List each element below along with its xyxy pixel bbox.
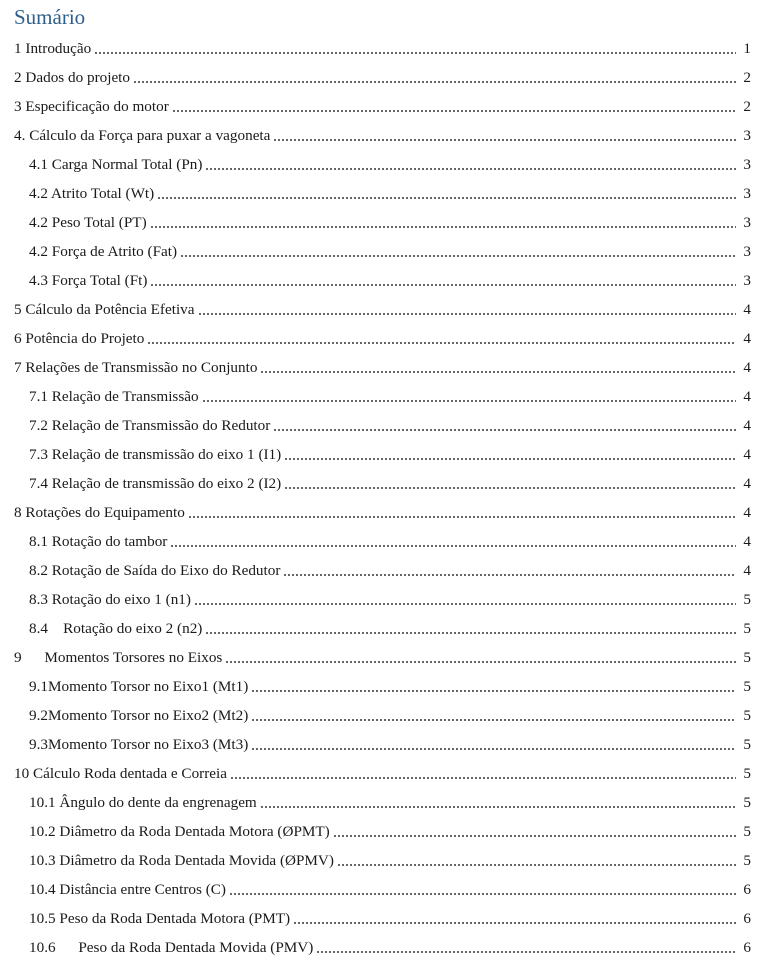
toc-page-number: 5 — [743, 765, 751, 782]
toc-list — [0, 32, 773, 960]
toc-page-number: 5 — [743, 591, 751, 608]
toc-entry[interactable] — [0, 699, 773, 728]
dot-leader — [337, 863, 736, 867]
dot-leader — [202, 399, 736, 403]
toc-page-number: 5 — [743, 707, 751, 724]
toc-entry[interactable] — [0, 380, 773, 409]
dot-leader — [205, 167, 736, 171]
toc-entry[interactable] — [0, 235, 773, 264]
toc-entry-text: 4.2 Atrito Total (Wt) — [29, 185, 155, 202]
toc-page-number: 3 — [743, 243, 751, 260]
dot-leader — [230, 776, 736, 780]
toc-page-number: 4 — [743, 330, 751, 347]
toc-page-number: 6 — [743, 939, 751, 956]
dot-leader — [316, 950, 736, 954]
toc-entry[interactable] — [0, 90, 773, 119]
toc-entry-text: 7 Relações de Transmissão no Conjunto — [14, 359, 258, 376]
toc-entry-text: 10.1 Ângulo do dente da engrenagem — [29, 794, 257, 811]
toc-entry-text: 8 Rotações do Equipamento — [14, 504, 185, 521]
dot-leader — [147, 341, 736, 345]
toc-page-number: 1 — [743, 40, 751, 57]
toc-entry[interactable] — [0, 467, 773, 496]
dot-leader — [283, 573, 736, 577]
dot-leader — [225, 660, 736, 664]
toc-entry[interactable] — [0, 409, 773, 438]
toc-entry-text: 8.4 Rotação do eixo 2 (n2) — [29, 620, 203, 637]
dot-leader — [94, 51, 736, 55]
dot-leader — [284, 486, 736, 490]
toc-entry[interactable] — [0, 554, 773, 583]
toc-page-number: 3 — [743, 272, 751, 289]
toc-entry[interactable] — [0, 931, 773, 960]
toc-entry-text: 4. Cálculo da Força para puxar a vagoneta — [14, 127, 271, 144]
toc-entry[interactable] — [0, 61, 773, 90]
toc-entry[interactable] — [0, 206, 773, 235]
toc-entry[interactable] — [0, 322, 773, 351]
toc-entry-text: 9.3Momento Torsor no Eixo3 (Mt3) — [29, 736, 249, 753]
toc-entry[interactable] — [0, 902, 773, 931]
toc-entry[interactable] — [0, 873, 773, 902]
toc-entry-text: 4.3 Força Total (Ft) — [29, 272, 148, 289]
toc-page-number: 5 — [743, 852, 751, 869]
toc-entry-text: 3 Especificação do motor — [14, 98, 169, 115]
toc-entry[interactable] — [0, 438, 773, 467]
toc-entry-text: 4.2 Força de Atrito (Fat) — [29, 243, 178, 260]
dot-leader — [251, 747, 736, 751]
dot-leader — [170, 544, 736, 548]
dot-leader — [333, 834, 736, 838]
toc-entry[interactable] — [0, 844, 773, 873]
dot-leader — [198, 312, 737, 316]
toc-page-number: 6 — [743, 910, 751, 927]
toc-entry-text: 10 Cálculo Roda dentada e Correia — [14, 765, 227, 782]
dot-leader — [251, 718, 736, 722]
toc-entry-text: 10.3 Diâmetro da Roda Dentada Movida (ØPMV) — [29, 852, 334, 869]
toc-entry[interactable] — [0, 148, 773, 177]
toc-page-number: 6 — [743, 881, 751, 898]
toc-page-number: 5 — [743, 823, 751, 840]
toc-page-number: 4 — [743, 446, 751, 463]
toc-entry-text: 7.1 Relação de Transmissão — [29, 388, 199, 405]
toc-entry-text: 5 Cálculo da Potência Efetiva — [14, 301, 195, 318]
dot-leader — [273, 138, 736, 142]
dot-leader — [251, 689, 736, 693]
toc-entry-text: 10.5 Peso da Roda Dentada Motora (PMT) — [29, 910, 291, 927]
toc-page-number: 3 — [743, 156, 751, 173]
toc-page-number: 2 — [743, 98, 751, 115]
toc-page-number: 5 — [743, 649, 751, 666]
toc-entry-text: 10.6 Peso da Roda Dentada Movida (PMV) — [29, 939, 314, 956]
toc-page-number: 4 — [743, 562, 751, 579]
dot-leader — [150, 225, 736, 229]
toc-entry[interactable] — [0, 32, 773, 61]
toc-page-number: 5 — [743, 678, 751, 695]
toc-entry-text: 7.4 Relação de transmissão do eixo 2 (I2) — [29, 475, 282, 492]
dot-leader — [172, 109, 736, 113]
toc-entry-text: 10.4 Distância entre Centros (C) — [29, 881, 226, 898]
toc-entry-text: 8.1 Rotação do tambor — [29, 533, 168, 550]
toc-page-number: 5 — [743, 736, 751, 753]
toc-page-number: 3 — [743, 214, 751, 231]
toc-entry-text: 9.1Momento Torsor no Eixo1 (Mt1) — [29, 678, 249, 695]
toc-entry[interactable] — [0, 264, 773, 293]
toc-entry-text: 10.2 Diâmetro da Roda Dentada Motora (ØPMT) — [29, 823, 330, 840]
toc-page-number: 4 — [743, 359, 751, 376]
toc-page-number: 4 — [743, 504, 751, 521]
toc-entry[interactable] — [0, 525, 773, 554]
toc-entry[interactable] — [0, 786, 773, 815]
toc-entry[interactable] — [0, 583, 773, 612]
dot-leader — [229, 892, 736, 896]
toc-page-number: 3 — [743, 185, 751, 202]
dot-leader — [180, 254, 736, 258]
toc-entry[interactable] — [0, 815, 773, 844]
dot-leader — [188, 515, 736, 519]
toc-page-number: 3 — [743, 127, 751, 144]
dot-leader — [293, 921, 736, 925]
toc-entry-text: 9 Momentos Torsores no Eixos — [14, 649, 223, 666]
toc-entry[interactable] — [0, 670, 773, 699]
toc-entry[interactable] — [0, 728, 773, 757]
toc-page-number: 2 — [743, 69, 751, 86]
toc-entry-text: 7.3 Relação de transmissão do eixo 1 (I1) — [29, 446, 282, 463]
toc-page-number: 5 — [743, 794, 751, 811]
toc-entry[interactable] — [0, 496, 773, 525]
dot-leader — [260, 370, 736, 374]
toc-entry[interactable] — [0, 351, 773, 380]
dot-leader — [205, 631, 736, 635]
toc-entry[interactable] — [0, 293, 773, 322]
dot-leader — [150, 283, 736, 287]
toc-page-number: 5 — [743, 620, 751, 637]
toc-page-number: 4 — [743, 301, 751, 318]
toc-page-number: 4 — [743, 475, 751, 492]
toc-entry-text: 4.2 Peso Total (PT) — [29, 214, 147, 231]
toc-entry-text: 4.1 Carga Normal Total (Pn) — [29, 156, 203, 173]
dot-leader — [284, 457, 736, 461]
dot-leader — [133, 80, 736, 84]
dot-leader — [273, 428, 736, 432]
dot-leader — [194, 602, 736, 606]
toc-entry[interactable] — [0, 612, 773, 641]
toc-entry[interactable] — [0, 119, 773, 148]
toc-page-number: 4 — [743, 417, 751, 434]
dot-leader — [260, 805, 736, 809]
dot-leader — [157, 196, 736, 200]
toc-entry-text: 9.2Momento Torsor no Eixo2 (Mt2) — [29, 707, 249, 724]
toc-entry[interactable] — [0, 177, 773, 206]
toc-entry-text: 2 Dados do projeto — [14, 69, 130, 86]
toc-page-number: 4 — [743, 533, 751, 550]
toc-entry-text: 8.2 Rotação de Saída do Eixo do Redutor — [29, 562, 281, 579]
toc-title: Sumário — [14, 5, 86, 29]
toc-entry[interactable] — [0, 641, 773, 670]
toc-page-number: 4 — [743, 388, 751, 405]
toc-entry-text: 1 Introdução — [14, 40, 92, 57]
toc-entry-text: 8.3 Rotação do eixo 1 (n1) — [29, 591, 191, 608]
toc-entry-text: 6 Potência do Projeto — [14, 330, 145, 347]
toc-entry[interactable] — [0, 757, 773, 786]
toc-entry-text: 7.2 Relação de Transmissão do Redutor — [29, 417, 271, 434]
